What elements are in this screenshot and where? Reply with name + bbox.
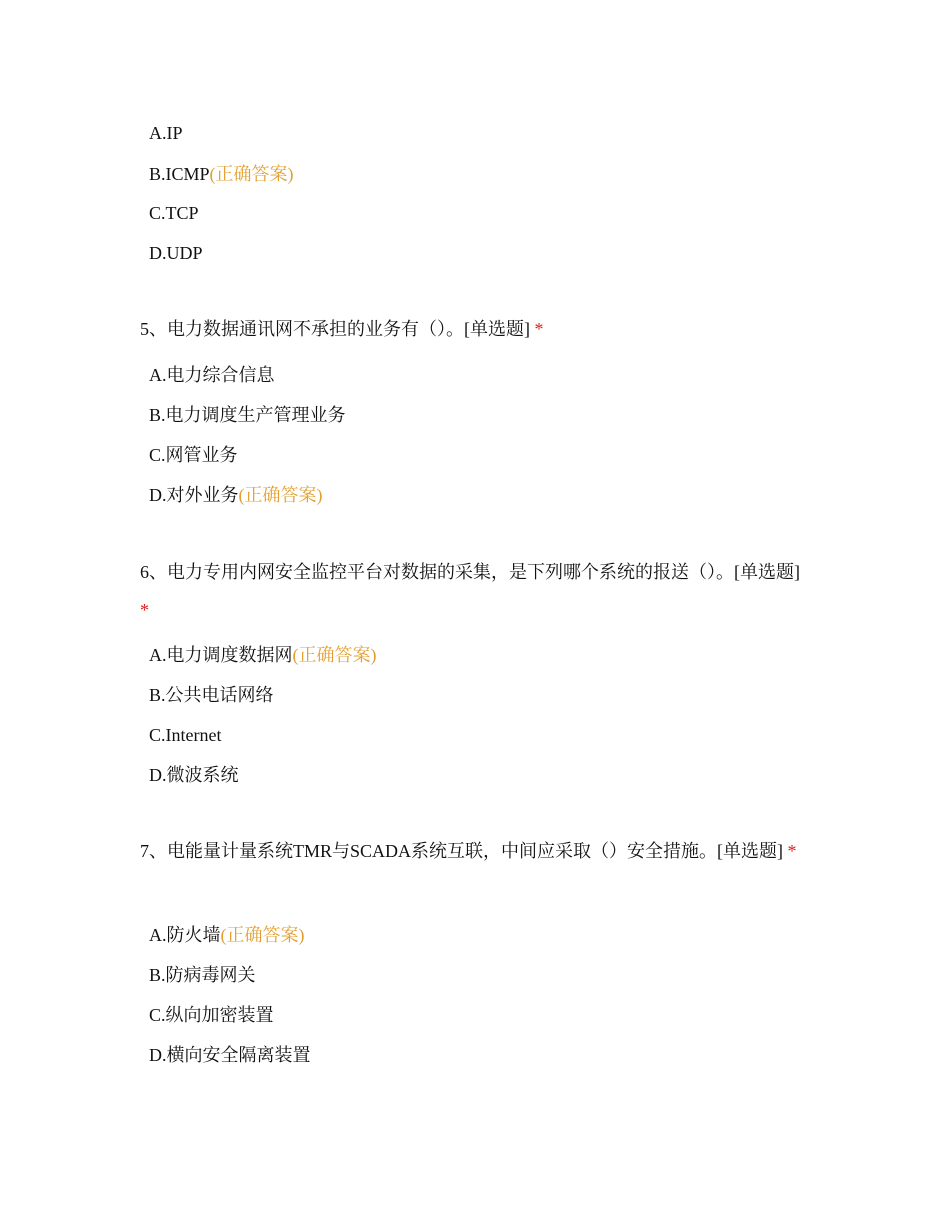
option-text: B.防病毒网关 — [149, 965, 256, 985]
q7-option-b — [149, 963, 256, 987]
question-text: 6、电力专用内网安全监控平台对数据的采集，是下列哪个系统的报送（）。[单选题] — [140, 562, 800, 582]
q5-option-c — [149, 443, 238, 467]
option-text: A.防火墙 — [149, 925, 221, 945]
option-text: D.对外业务 — [149, 485, 239, 505]
correct-answer-tag: (正确答案) — [220, 925, 305, 945]
q4-option-b — [149, 162, 294, 186]
q5-option-d — [149, 483, 323, 507]
option-text: D.横向安全隔离装置 — [149, 1045, 311, 1065]
correct-answer-tag: (正确答案) — [209, 164, 294, 184]
option-text: D.微波系统 — [149, 765, 239, 785]
q5-option-a — [149, 363, 275, 387]
q7-option-c — [149, 1003, 274, 1027]
option-text: A.电力综合信息 — [149, 365, 275, 385]
q7-option-a — [149, 923, 305, 947]
q6-option-d — [149, 763, 239, 787]
q7-option-d — [149, 1043, 311, 1067]
question-5 — [140, 310, 810, 348]
required-mark: * — [534, 319, 544, 339]
question-text: 7、电能量计量系统TMR与SCADA系统互联，中间应采取（）安全措施。[单选题] — [140, 841, 784, 861]
required-mark: * — [787, 841, 797, 861]
q4-option-d — [149, 241, 203, 265]
option-text: A.IP — [149, 123, 183, 143]
option-text: B.ICMP — [149, 164, 210, 184]
q6-option-c — [149, 723, 221, 747]
option-text: C.网管业务 — [149, 445, 238, 465]
question-6 — [140, 553, 810, 629]
option-text: D.UDP — [149, 243, 203, 263]
option-text: C.TCP — [149, 203, 199, 223]
q4-option-a — [149, 121, 183, 145]
option-text: A.电力调度数据网 — [149, 645, 293, 665]
correct-answer-tag: (正确答案) — [238, 485, 323, 505]
correct-answer-tag: (正确答案) — [292, 645, 377, 665]
q5-option-b — [149, 403, 346, 427]
q4-option-c — [149, 201, 199, 225]
q6-option-a — [149, 643, 377, 667]
required-mark: * — [140, 600, 149, 620]
option-text: C.Internet — [149, 725, 222, 745]
option-text: B.电力调度生产管理业务 — [149, 405, 346, 425]
option-text: C.纵向加密装置 — [149, 1005, 274, 1025]
option-text: B.公共电话网络 — [149, 685, 274, 705]
question-7 — [140, 832, 810, 870]
q6-option-b — [149, 683, 274, 707]
question-text: 5、电力数据通讯网不承担的业务有（）。[单选题] — [140, 319, 530, 339]
